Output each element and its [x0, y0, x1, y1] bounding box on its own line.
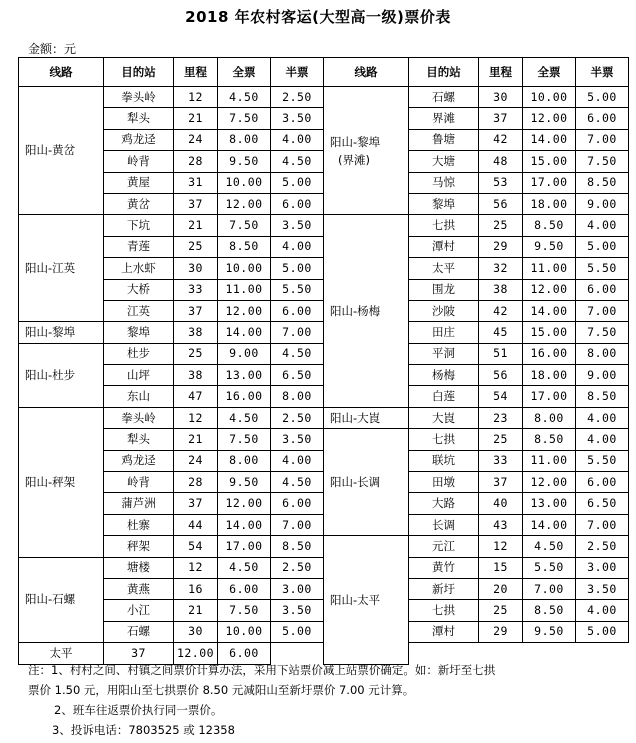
half-fare-cell: 5.00 — [576, 621, 629, 642]
half-fare-cell: 2.50 — [271, 557, 324, 578]
half-fare-cell: 6.00 — [271, 300, 324, 321]
half-fare-cell: 3.00 — [271, 578, 324, 599]
full-fare-cell: 11.00 — [218, 279, 271, 300]
distance-cell: 25 — [479, 215, 523, 236]
half-fare-cell: 3.50 — [271, 429, 324, 450]
header-route: 线路 — [324, 58, 409, 87]
distance-cell: 43 — [479, 514, 523, 535]
full-fare-cell: 8.50 — [523, 600, 576, 621]
full-fare-cell: 16.00 — [218, 386, 271, 407]
route-cell — [324, 407, 409, 428]
distance-cell: 25 — [174, 236, 218, 257]
table-row — [19, 429, 629, 450]
distance-cell: 32 — [479, 258, 523, 279]
route-cell — [324, 536, 409, 664]
distance-cell: 47 — [174, 386, 218, 407]
note-line: 注：1、村村之间、村镇之间票价计算办法，采用下站票价减上站票价确定。如：新圩至七拱 — [28, 663, 496, 677]
distance-cell: 33 — [174, 279, 218, 300]
destination-cell: 下坑 — [104, 215, 174, 236]
full-fare-cell: 12.00 — [218, 300, 271, 321]
note-line: 3、投诉电话：7803525 或 12358 — [52, 723, 235, 737]
destination-cell: 大塘 — [409, 151, 479, 172]
destination-cell: 蒲芦洲 — [104, 493, 174, 514]
distance-cell: 38 — [174, 322, 218, 343]
distance-cell: 21 — [174, 108, 218, 129]
half-fare-cell: 7.00 — [271, 514, 324, 535]
half-fare-cell: 4.00 — [576, 429, 629, 450]
full-fare-cell: 8.00 — [218, 129, 271, 150]
distance-cell: 38 — [479, 279, 523, 300]
destination-cell: 大桥 — [104, 279, 174, 300]
full-fare-cell: 8.50 — [523, 215, 576, 236]
full-fare-cell: 17.00 — [523, 386, 576, 407]
half-fare-cell: 6.00 — [271, 493, 324, 514]
table-row — [19, 87, 629, 108]
half-fare-cell: 7.50 — [576, 322, 629, 343]
destination-cell: 平洞 — [409, 343, 479, 364]
half-fare-cell: 2.50 — [576, 536, 629, 557]
fare-table — [18, 57, 629, 665]
half-fare-cell: 4.00 — [271, 450, 324, 471]
header-route: 线路 — [19, 58, 104, 87]
destination-cell: 小江 — [104, 600, 174, 621]
full-fare-cell: 13.00 — [523, 493, 576, 514]
distance-cell: 12 — [174, 557, 218, 578]
destination-cell: 七拱 — [409, 429, 479, 450]
half-fare-cell: 3.50 — [271, 600, 324, 621]
destination-cell: 沙陂 — [409, 300, 479, 321]
distance-cell: 28 — [174, 472, 218, 493]
distance-cell: 21 — [174, 600, 218, 621]
destination-cell: 界滩 — [409, 108, 479, 129]
distance-cell: 23 — [479, 407, 523, 428]
destination-cell: 白莲 — [409, 386, 479, 407]
destination-cell: 黄燕 — [104, 578, 174, 599]
full-fare-cell: 14.00 — [218, 322, 271, 343]
header-full-fare: 全票 — [523, 58, 576, 87]
half-fare-cell: 4.00 — [576, 215, 629, 236]
destination-cell: 拳头岭 — [104, 87, 174, 108]
half-fare-cell: 7.00 — [576, 300, 629, 321]
half-fare-cell: 2.50 — [271, 87, 324, 108]
half-fare-cell: 5.50 — [576, 258, 629, 279]
destination-cell: 杜寨 — [104, 514, 174, 535]
route-name: 阳山-黄岔 — [25, 143, 76, 158]
half-fare-cell: 3.50 — [271, 215, 324, 236]
distance-cell: 42 — [479, 300, 523, 321]
note-line: 票价 1.50 元，用阳山至七拱票价 8.50 元减阳山至新圩票价 7.00 元计算。 — [28, 683, 415, 697]
full-fare-cell: 9.50 — [523, 621, 576, 642]
destination-cell: 青莲 — [104, 236, 174, 257]
full-fare-cell: 6.00 — [218, 578, 271, 599]
half-fare-cell: 6.50 — [271, 365, 324, 386]
half-fare-cell: 4.50 — [271, 472, 324, 493]
full-fare-cell: 14.00 — [523, 514, 576, 535]
destination-cell: 大路 — [409, 493, 479, 514]
half-fare-cell: 6.00 — [576, 472, 629, 493]
half-fare-cell: 8.50 — [271, 536, 324, 557]
half-fare-cell: 6.00 — [218, 643, 271, 664]
destination-cell: 岭背 — [104, 472, 174, 493]
half-fare-cell: 6.00 — [576, 279, 629, 300]
half-fare-cell: 5.50 — [271, 279, 324, 300]
destination-cell: 马惊 — [409, 172, 479, 193]
half-fare-cell: 3.50 — [271, 108, 324, 129]
full-fare-cell: 12.00 — [523, 472, 576, 493]
destination-cell: 秤架 — [104, 536, 174, 557]
full-fare-cell: 12.00 — [174, 643, 218, 664]
destination-cell: 太平 — [19, 643, 104, 664]
half-fare-cell: 3.00 — [576, 557, 629, 578]
note-line: 2、班车往返票价执行同一票价。 — [54, 703, 223, 717]
half-fare-cell: 6.50 — [576, 493, 629, 514]
distance-cell: 21 — [174, 429, 218, 450]
header-destination: 目的站 — [409, 58, 479, 87]
distance-cell: 37 — [479, 472, 523, 493]
full-fare-cell: 12.00 — [523, 108, 576, 129]
destination-cell: 潭村 — [409, 621, 479, 642]
half-fare-cell: 7.00 — [576, 129, 629, 150]
route-name: 阳山-太平 — [330, 592, 381, 607]
distance-cell: 20 — [479, 578, 523, 599]
route-name: 阳山-长调 — [330, 475, 381, 490]
route-cell — [19, 215, 104, 322]
full-fare-cell: 7.50 — [218, 215, 271, 236]
full-fare-cell: 15.00 — [523, 151, 576, 172]
route-name: 阳山-江英 — [25, 260, 76, 275]
route-name: 阳山-杨梅 — [330, 304, 381, 319]
distance-cell: 45 — [479, 322, 523, 343]
full-fare-cell: 5.50 — [523, 557, 576, 578]
full-fare-cell: 14.00 — [523, 300, 576, 321]
distance-cell: 54 — [174, 536, 218, 557]
half-fare-cell: 5.00 — [576, 236, 629, 257]
distance-cell: 53 — [479, 172, 523, 193]
destination-cell: 潭村 — [409, 236, 479, 257]
destination-cell: 七拱 — [409, 600, 479, 621]
header-half-fare: 半票 — [576, 58, 629, 87]
full-fare-cell: 8.50 — [523, 429, 576, 450]
full-fare-cell: 4.50 — [218, 407, 271, 428]
full-fare-cell: 17.00 — [523, 172, 576, 193]
full-fare-cell: 10.00 — [218, 621, 271, 642]
distance-cell: 56 — [479, 365, 523, 386]
distance-cell: 37 — [174, 300, 218, 321]
half-fare-cell: 5.00 — [576, 87, 629, 108]
route-cell — [324, 429, 409, 536]
destination-cell: 鲁塘 — [409, 129, 479, 150]
destination-cell: 黎埠 — [104, 322, 174, 343]
distance-cell: 51 — [479, 343, 523, 364]
destination-cell: 上水虾 — [104, 258, 174, 279]
distance-cell: 29 — [479, 621, 523, 642]
distance-cell: 24 — [174, 129, 218, 150]
header-row — [19, 58, 629, 87]
distance-cell: 31 — [174, 172, 218, 193]
route-name: 阳山-大崀 — [330, 411, 381, 426]
distance-cell: 25 — [174, 343, 218, 364]
table-row — [19, 407, 629, 428]
half-fare-cell: 4.50 — [271, 151, 324, 172]
destination-cell: 大崀 — [409, 407, 479, 428]
notes — [28, 660, 628, 740]
route-cell — [324, 215, 409, 408]
distance-cell: 37 — [174, 493, 218, 514]
route-name-sub: (界滩) — [338, 152, 370, 167]
distance-cell: 33 — [479, 450, 523, 471]
destination-cell: 鸡龙迳 — [104, 129, 174, 150]
full-fare-cell: 18.00 — [523, 193, 576, 214]
destination-cell: 杜步 — [104, 343, 174, 364]
distance-cell: 38 — [174, 365, 218, 386]
header-distance: 里程 — [174, 58, 218, 87]
full-fare-cell: 11.00 — [523, 450, 576, 471]
distance-cell: 30 — [174, 621, 218, 642]
distance-cell: 42 — [479, 129, 523, 150]
destination-cell: 石螺 — [104, 621, 174, 642]
half-fare-cell: 7.00 — [576, 514, 629, 535]
destination-cell: 岭背 — [104, 151, 174, 172]
full-fare-cell: 7.50 — [218, 108, 271, 129]
destination-cell: 山坪 — [104, 365, 174, 386]
route-cell — [19, 343, 104, 407]
destination-cell: 犁头 — [104, 429, 174, 450]
full-fare-cell: 12.00 — [218, 193, 271, 214]
full-fare-cell: 7.50 — [218, 429, 271, 450]
destination-cell: 江英 — [104, 300, 174, 321]
half-fare-cell: 8.50 — [576, 386, 629, 407]
destination-cell: 杨梅 — [409, 365, 479, 386]
half-fare-cell: 5.00 — [271, 621, 324, 642]
half-fare-cell: 5.00 — [271, 258, 324, 279]
full-fare-cell: 16.00 — [523, 343, 576, 364]
full-fare-cell: 4.50 — [523, 536, 576, 557]
half-fare-cell: 9.00 — [576, 193, 629, 214]
distance-cell: 28 — [174, 151, 218, 172]
route-name: 阳山-秤架 — [25, 474, 76, 489]
destination-cell: 太平 — [409, 258, 479, 279]
destination-cell: 拳头岭 — [104, 407, 174, 428]
half-fare-cell: 8.00 — [271, 386, 324, 407]
full-fare-cell: 17.00 — [218, 536, 271, 557]
route-name: 阳山-黎埠 — [25, 324, 76, 339]
destination-cell: 犁头 — [104, 108, 174, 129]
distance-cell: 15 — [479, 557, 523, 578]
destination-cell: 田庄 — [409, 322, 479, 343]
full-fare-cell: 12.00 — [523, 279, 576, 300]
full-fare-cell: 8.00 — [523, 407, 576, 428]
full-fare-cell: 8.50 — [218, 236, 271, 257]
header-distance: 里程 — [479, 58, 523, 87]
full-fare-cell: 4.50 — [218, 87, 271, 108]
table-row — [19, 536, 629, 557]
destination-cell: 七拱 — [409, 215, 479, 236]
full-fare-cell: 11.00 — [523, 258, 576, 279]
distance-cell: 29 — [479, 236, 523, 257]
half-fare-cell: 4.00 — [576, 407, 629, 428]
half-fare-cell: 4.50 — [271, 343, 324, 364]
half-fare-cell: 9.00 — [576, 365, 629, 386]
destination-cell: 塘楼 — [104, 557, 174, 578]
distance-cell: 12 — [174, 407, 218, 428]
half-fare-cell: 5.00 — [271, 172, 324, 193]
destination-cell: 黄岔 — [104, 193, 174, 214]
full-fare-cell: 15.00 — [523, 322, 576, 343]
destination-cell: 新圩 — [409, 578, 479, 599]
distance-cell: 44 — [174, 514, 218, 535]
half-fare-cell: 8.50 — [576, 172, 629, 193]
destination-cell: 石螺 — [409, 87, 479, 108]
destination-cell: 长调 — [409, 514, 479, 535]
destination-cell: 围龙 — [409, 279, 479, 300]
half-fare-cell: 7.50 — [576, 151, 629, 172]
route-cell — [19, 407, 104, 557]
full-fare-cell: 18.00 — [523, 365, 576, 386]
destination-cell: 联坑 — [409, 450, 479, 471]
destination-cell: 元江 — [409, 536, 479, 557]
distance-cell: 37 — [104, 643, 174, 664]
full-fare-cell: 9.00 — [218, 343, 271, 364]
distance-cell: 30 — [479, 87, 523, 108]
distance-cell: 48 — [479, 151, 523, 172]
distance-cell: 25 — [479, 429, 523, 450]
header-half-fare: 半票 — [271, 58, 324, 87]
half-fare-cell: 4.00 — [271, 236, 324, 257]
route-name: 阳山-杜步 — [25, 367, 76, 382]
distance-cell: 40 — [479, 493, 523, 514]
distance-cell: 30 — [174, 258, 218, 279]
full-fare-cell: 9.50 — [218, 151, 271, 172]
destination-cell: 黄竹 — [409, 557, 479, 578]
full-fare-cell: 4.50 — [218, 557, 271, 578]
route-name: 阳山-黎埠 — [330, 134, 381, 149]
full-fare-cell: 10.00 — [523, 87, 576, 108]
destination-cell: 东山 — [104, 386, 174, 407]
full-fare-cell: 14.00 — [218, 514, 271, 535]
half-fare-cell: 2.50 — [271, 407, 324, 428]
half-fare-cell: 7.00 — [271, 322, 324, 343]
full-fare-cell: 7.50 — [218, 600, 271, 621]
half-fare-cell: 3.50 — [576, 578, 629, 599]
half-fare-cell: 8.00 — [576, 343, 629, 364]
full-fare-cell: 9.50 — [523, 236, 576, 257]
route-name: 阳山-石螺 — [25, 592, 76, 607]
destination-cell: 田墩 — [409, 472, 479, 493]
half-fare-cell: 6.00 — [271, 193, 324, 214]
destination-cell: 黎埠 — [409, 193, 479, 214]
distance-cell: 21 — [174, 215, 218, 236]
full-fare-cell: 13.00 — [218, 365, 271, 386]
distance-cell: 56 — [479, 193, 523, 214]
distance-cell: 12 — [479, 536, 523, 557]
half-fare-cell: 6.00 — [576, 108, 629, 129]
distance-cell: 54 — [479, 386, 523, 407]
distance-cell: 12 — [174, 87, 218, 108]
full-fare-cell: 10.00 — [218, 172, 271, 193]
full-fare-cell: 7.00 — [523, 578, 576, 599]
distance-cell: 25 — [479, 600, 523, 621]
route-cell — [324, 87, 409, 215]
unit-label: 金额：元 — [28, 42, 77, 56]
route-cell — [19, 322, 104, 343]
header-full-fare: 全票 — [218, 58, 271, 87]
distance-cell: 16 — [174, 578, 218, 599]
distance-cell: 37 — [479, 108, 523, 129]
distance-cell: 24 — [174, 450, 218, 471]
route-cell — [19, 557, 104, 643]
route-cell — [19, 87, 104, 215]
half-fare-cell: 4.00 — [271, 129, 324, 150]
page-title: 2018 年农村客运(大型高一级)票价表 — [185, 8, 451, 26]
distance-cell: 37 — [174, 193, 218, 214]
destination-cell: 黄屋 — [104, 172, 174, 193]
full-fare-cell: 9.50 — [218, 472, 271, 493]
table-row — [19, 215, 629, 236]
full-fare-cell: 14.00 — [523, 129, 576, 150]
header-destination: 目的站 — [104, 58, 174, 87]
full-fare-cell: 12.00 — [218, 493, 271, 514]
half-fare-cell: 4.00 — [576, 600, 629, 621]
full-fare-cell: 8.00 — [218, 450, 271, 471]
half-fare-cell: 5.50 — [576, 450, 629, 471]
destination-cell: 鸡龙迳 — [104, 450, 174, 471]
full-fare-cell: 10.00 — [218, 258, 271, 279]
